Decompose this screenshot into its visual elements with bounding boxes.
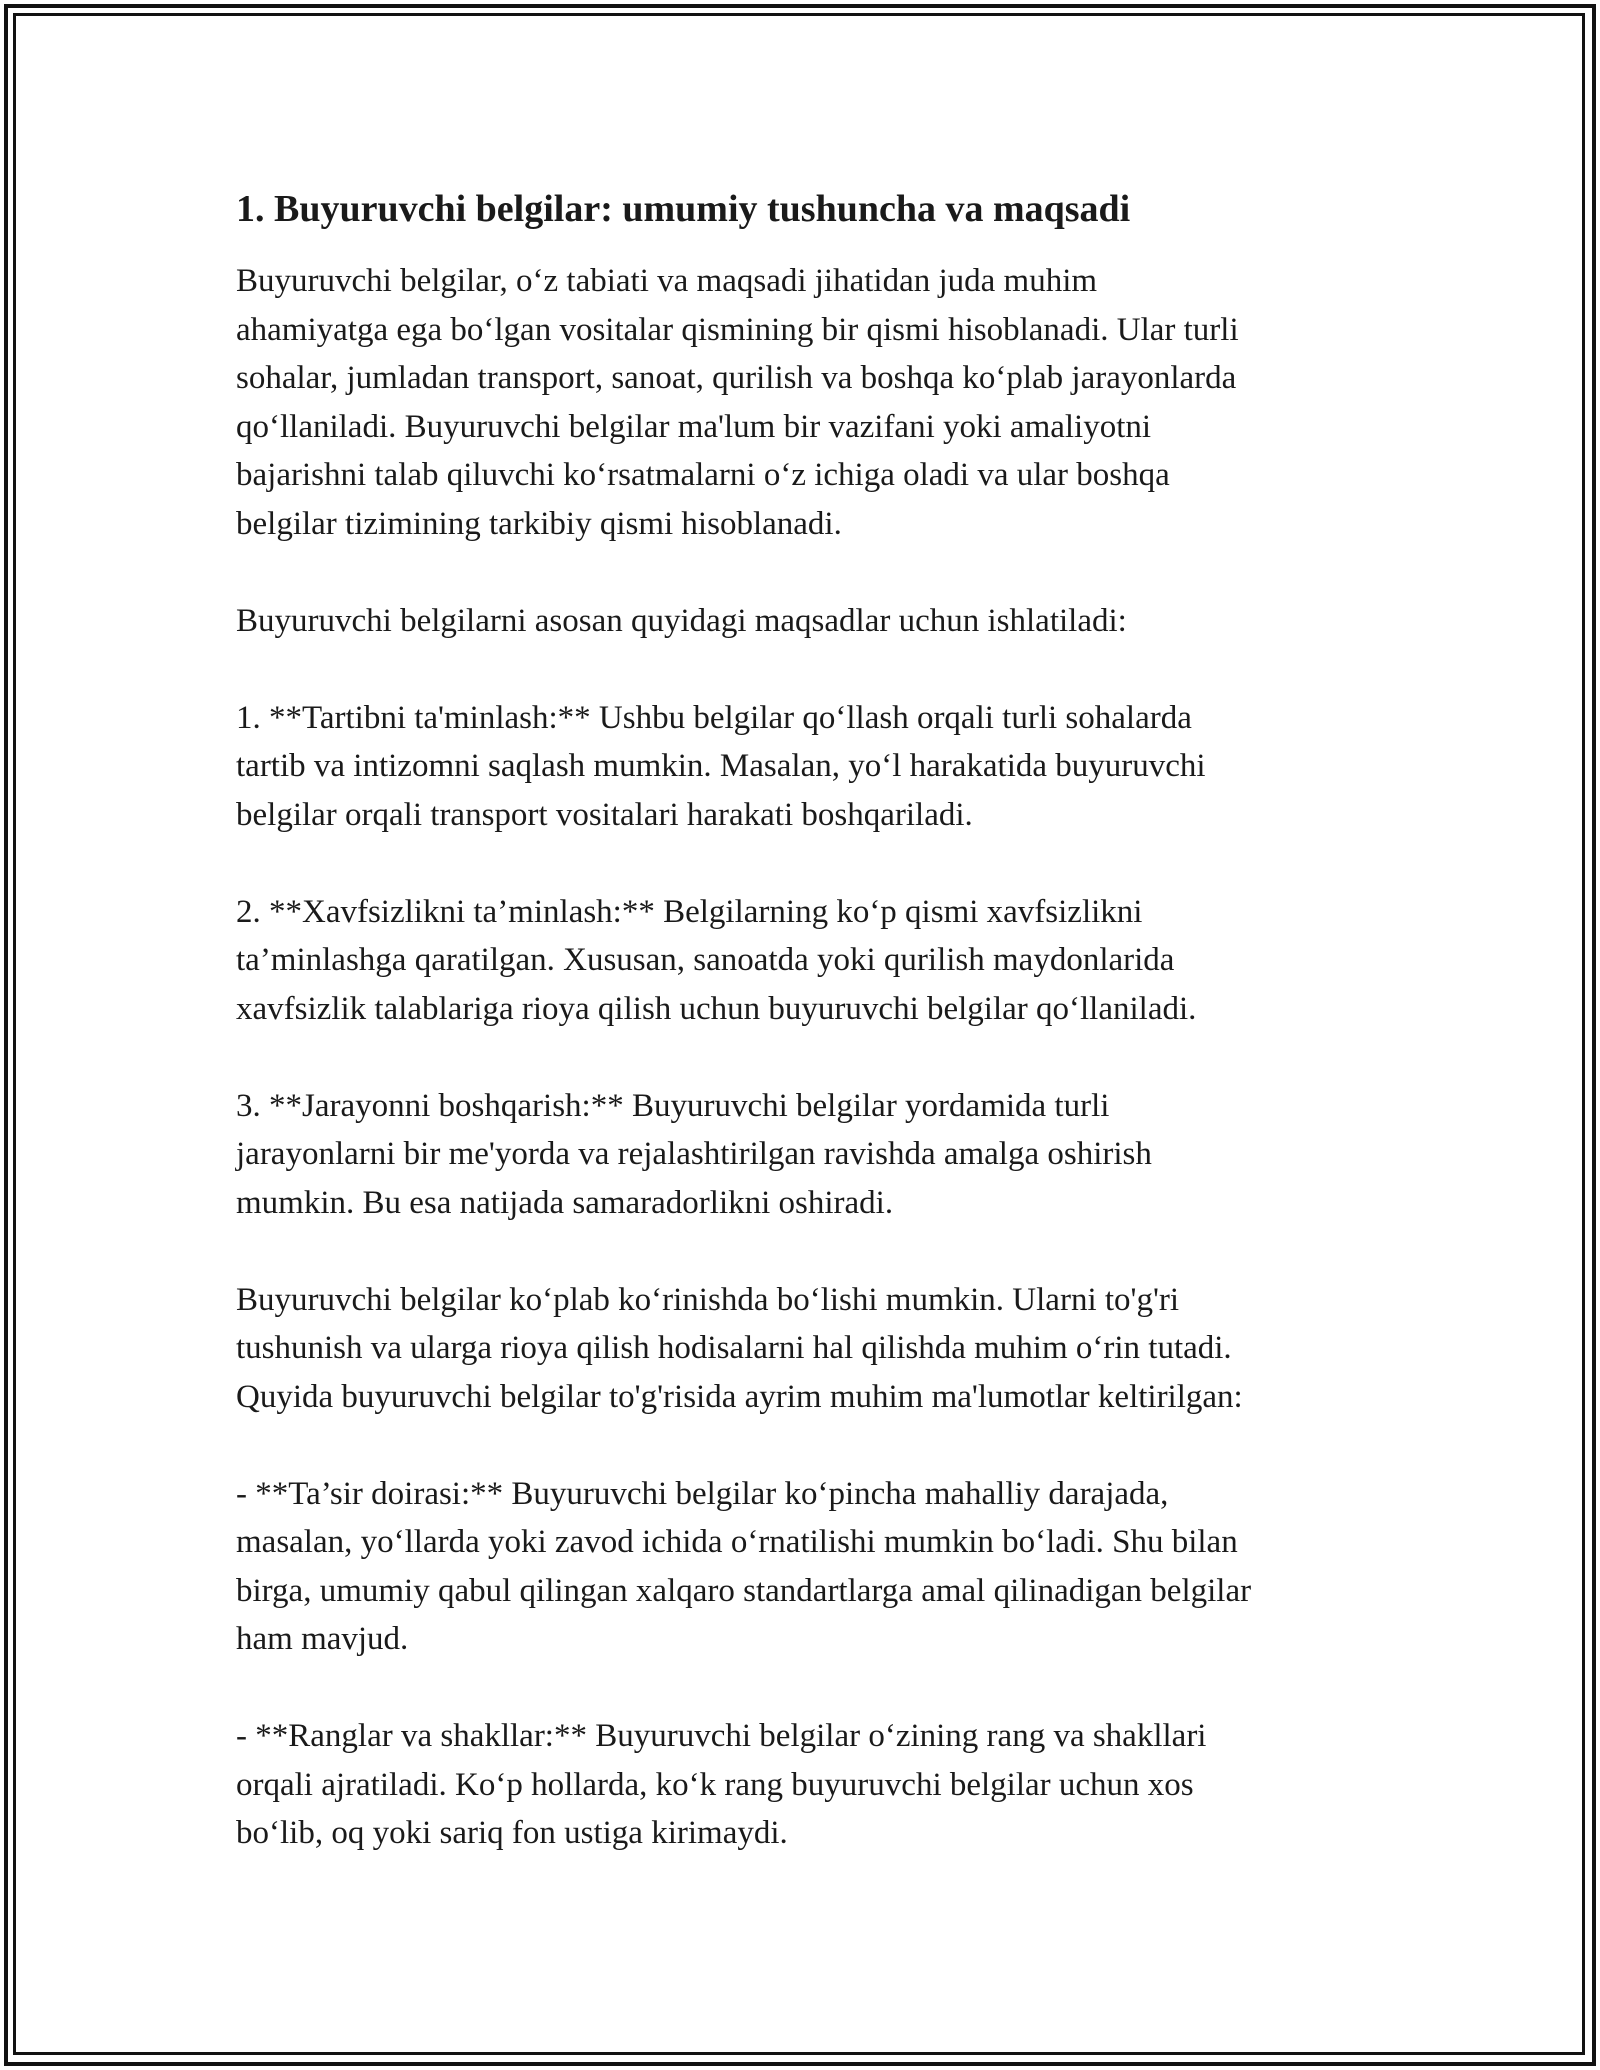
text-line: tartib va intizomni saqlash mumkin. Masalan, yo‘l harakatida buyuruvchi — [236, 748, 1206, 784]
text-line: sohalar, jumladan transport, sanoat, qurilish va boshqa ko‘plab jarayonlarda — [236, 360, 1237, 396]
text-line: Quyida buyuruvchi belgilar to'g'risida ayrim muhim ma'lumotlar keltirilgan: — [236, 1378, 1243, 1415]
text-line: belgilar orqali transport vositalari harakati boshqariladi. — [236, 796, 973, 833]
text-line: 1. **Tartibni ta'minlash:** Ushbu belgilar qo‘llash orqali turli sohalarda — [236, 699, 1192, 736]
text-line: ham mavjud. — [236, 1621, 409, 1657]
text-line: orqali ajratiladi. Ko‘p hollarda, ko‘k rang buyuruvchi belgilar uchun xos — [236, 1766, 1194, 1803]
document-title: 1. Buyuruvchi belgilar: umumiy tushuncha va maqsadi — [236, 188, 1131, 230]
text-line: birga, umumiy qabul qilingan xalqaro standartlarga amal qilinadigan belgilar — [236, 1572, 1252, 1609]
paragraph — [236, 597, 1376, 646]
paragraph — [236, 1082, 1376, 1228]
text-line: ahamiyatga ega bo‘lgan vositalar qismining bir qismi hisoblanadi. Ular turli — [236, 311, 1239, 348]
text-line: tushunish va ularga rioya qilish hodisalarni hal qilishda muhim o‘rin tutadi. — [236, 1330, 1232, 1366]
text-line: bo‘lib, oq yoki sariq fon ustiga kirimaydi. — [236, 1815, 788, 1851]
text-line: 3. **Jarayonni boshqarish:** Buyuruvchi belgilar yordamida turli — [236, 1087, 1110, 1124]
paragraph — [236, 1276, 1376, 1422]
text-line: Buyuruvchi belgilarni asosan quyidagi maqsadlar uchun ishlatiladi: — [236, 602, 1127, 639]
paragraph-list — [236, 257, 1376, 1858]
text-line: mumkin. Bu esa natijada samaradorlikni oshiradi. — [236, 1184, 894, 1221]
paragraph — [236, 888, 1376, 1034]
text-line: belgilar tizimining tarkibiy qismi hisoblanadi. — [236, 505, 842, 542]
text-line: xavfsizlik talablariga rioya qilish uchun buyuruvchi belgilar qo‘llaniladi. — [236, 990, 1197, 1027]
text-line: - **Ranglar va shakllar:** Buyuruvchi belgilar o‘zining rang va shakllari — [236, 1718, 1207, 1754]
paragraph — [236, 257, 1376, 548]
text-line: jarayonlarni bir me'yorda va rejalashtirilgan ravishda amalga oshirish — [236, 1136, 1152, 1172]
text-line: Buyuruvchi belgilar ko‘plab ko‘rinishda bo‘lishi mumkin. Ularni to'g'ri — [236, 1281, 1180, 1318]
text-line: Buyuruvchi belgilar, o‘z tabiati va maqsadi jihatidan juda muhim — [236, 263, 1098, 299]
document-body — [236, 185, 1376, 1906]
text-line: bajarishni talab qiluvchi ko‘rsatmalarni o‘z ichiga oladi va ular boshqa — [236, 457, 1170, 493]
paragraph — [236, 694, 1376, 840]
text-line: - **Ta’sir doirasi:** Buyuruvchi belgilar ko‘pincha mahalliy darajada, — [236, 1475, 1169, 1512]
text-line: 2. **Xavfsizlikni ta’minlash:** Belgilarning ko‘p qismi xavfsizlikni — [236, 893, 1143, 930]
paragraph — [236, 1470, 1376, 1664]
text-line: ta’minlashga qaratilgan. Xususan, sanoatda yoki qurilish maydonlarida — [236, 942, 1175, 978]
paragraph — [236, 1712, 1376, 1858]
text-line: qo‘llaniladi. Buyuruvchi belgilar ma'lum bir vazifani yoki amaliyotni — [236, 408, 1152, 445]
text-line: masalan, yo‘llarda yoki zavod ichida o‘rnatilishi mumkin bo‘ladi. Shu bilan — [236, 1524, 1238, 1560]
